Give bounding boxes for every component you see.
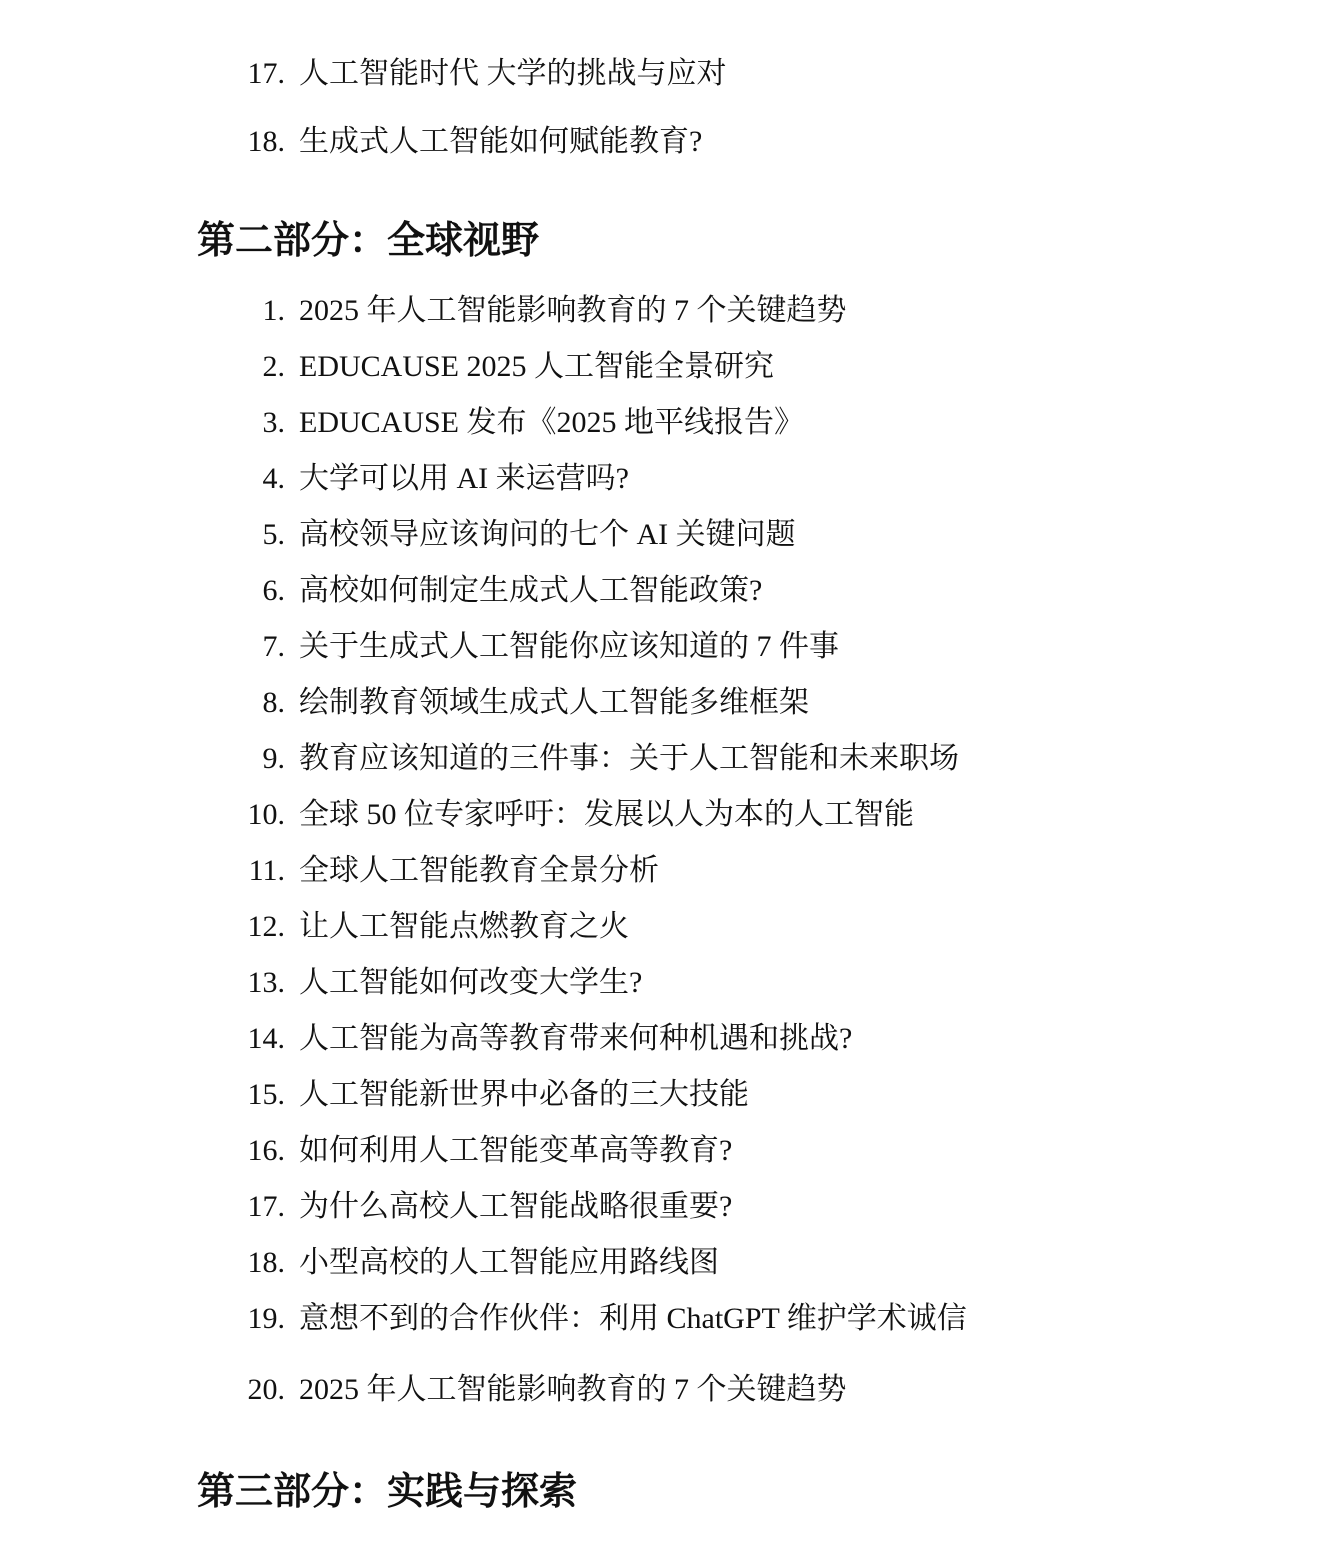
- toc-item: [0, 628, 1336, 666]
- toc-item: [0, 1371, 1336, 1409]
- toc-item-number: 20.: [247, 1373, 285, 1406]
- toc-item-number: 2.: [262, 350, 285, 383]
- toc-item-text: 人工智能为高等教育带来何种机遇和挑战?: [299, 1022, 853, 1055]
- toc-item-text: 关于生成式人工智能你应该知道的 7 件事: [299, 630, 839, 663]
- toc-item: [0, 292, 1336, 330]
- toc-item-text: 人工智能如何改变大学生?: [299, 966, 643, 999]
- toc-item: [0, 404, 1336, 442]
- toc-item-text: 高校如何制定生成式人工智能政策?: [299, 574, 763, 607]
- toc-item-text: 高校领导应该询问的七个 AI 关键问题: [299, 518, 796, 551]
- toc-item-number: 17.: [247, 57, 285, 90]
- toc-item: [0, 1076, 1336, 1114]
- toc-item-number: 12.: [247, 910, 285, 943]
- toc-item-number: 3.: [262, 406, 285, 439]
- toc-item-text: 让人工智能点燃教育之火: [299, 910, 629, 943]
- toc-item-text: 小型高校的人工智能应用路线图: [299, 1246, 719, 1279]
- toc-item-number: 18.: [247, 1246, 285, 1279]
- toc-item: [0, 796, 1336, 834]
- toc-item-number: 9.: [262, 742, 285, 775]
- toc-item-text: 全球人工智能教育全景分析: [299, 854, 659, 887]
- toc-item-text: 意想不到的合作伙伴：利用 ChatGPT 维护学术诚信: [299, 1302, 967, 1335]
- toc-item-number: 5.: [262, 518, 285, 551]
- toc-item-number: 11.: [248, 854, 285, 887]
- section-heading-part2: 第二部分：全球视野: [197, 220, 540, 262]
- toc-item-text: 人工智能时代 大学的挑战与应对: [299, 57, 727, 90]
- toc-item-number: 6.: [262, 574, 285, 607]
- toc-item-number: 13.: [247, 966, 285, 999]
- toc-item: [0, 852, 1336, 890]
- toc-item-text: 如何利用人工智能变革高等教育?: [299, 1134, 733, 1167]
- toc-item-text: 2025 年人工智能影响教育的 7 个关键趋势: [299, 1373, 847, 1406]
- toc-item: [0, 1132, 1336, 1170]
- toc-item: [0, 1188, 1336, 1226]
- toc-item-text: 2025 年人工智能影响教育的 7 个关键趋势: [299, 294, 847, 327]
- toc-item: [0, 1300, 1336, 1338]
- toc-item-number: 7.: [262, 630, 285, 663]
- toc-item-number: 4.: [262, 462, 285, 495]
- toc-item-number: 14.: [247, 1022, 285, 1055]
- toc-item-text: EDUCAUSE 2025 人工智能全景研究: [299, 350, 775, 383]
- toc-item: [0, 964, 1336, 1002]
- toc-item-number: 8.: [262, 686, 285, 719]
- toc-item: [0, 740, 1336, 778]
- toc-item: [0, 1244, 1336, 1282]
- toc-item: [0, 1020, 1336, 1058]
- toc-item: [0, 460, 1336, 498]
- toc-item: [0, 572, 1336, 610]
- toc-item-number: 19.: [247, 1302, 285, 1335]
- toc-item: [0, 516, 1336, 554]
- toc-item-text: 绘制教育领域生成式人工智能多维框架: [299, 686, 809, 719]
- toc-item-number: 10.: [247, 798, 285, 831]
- toc-item-text: 大学可以用 AI 来运营吗?: [299, 462, 629, 495]
- toc-item-number: 16.: [247, 1134, 285, 1167]
- toc-item: [0, 55, 1336, 93]
- toc-item-text: 人工智能新世界中必备的三大技能: [299, 1078, 749, 1111]
- toc-item-text: 教育应该知道的三件事：关于人工智能和未来职场: [299, 742, 959, 775]
- toc-item: [0, 123, 1336, 161]
- toc-item-text: 全球 50 位专家呼吁：发展以人为本的人工智能: [299, 798, 914, 831]
- toc-item-number: 18.: [247, 125, 285, 158]
- toc-item-number: 1.: [262, 294, 285, 327]
- toc-item: [0, 908, 1336, 946]
- toc-item-number: 15.: [247, 1078, 285, 1111]
- toc-item: [0, 684, 1336, 722]
- part2-toc-list: [0, 292, 1336, 1409]
- toc-item-text: 生成式人工智能如何赋能教育?: [299, 125, 703, 158]
- section-heading-part3: 第三部分：实践与探索: [197, 1471, 578, 1513]
- toc-item-text: EDUCAUSE 发布《2025 地平线报告》: [299, 406, 805, 439]
- toc-item-number: 17.: [247, 1190, 285, 1223]
- toc-item: [0, 348, 1336, 386]
- toc-item-text: 为什么高校人工智能战略很重要?: [299, 1190, 733, 1223]
